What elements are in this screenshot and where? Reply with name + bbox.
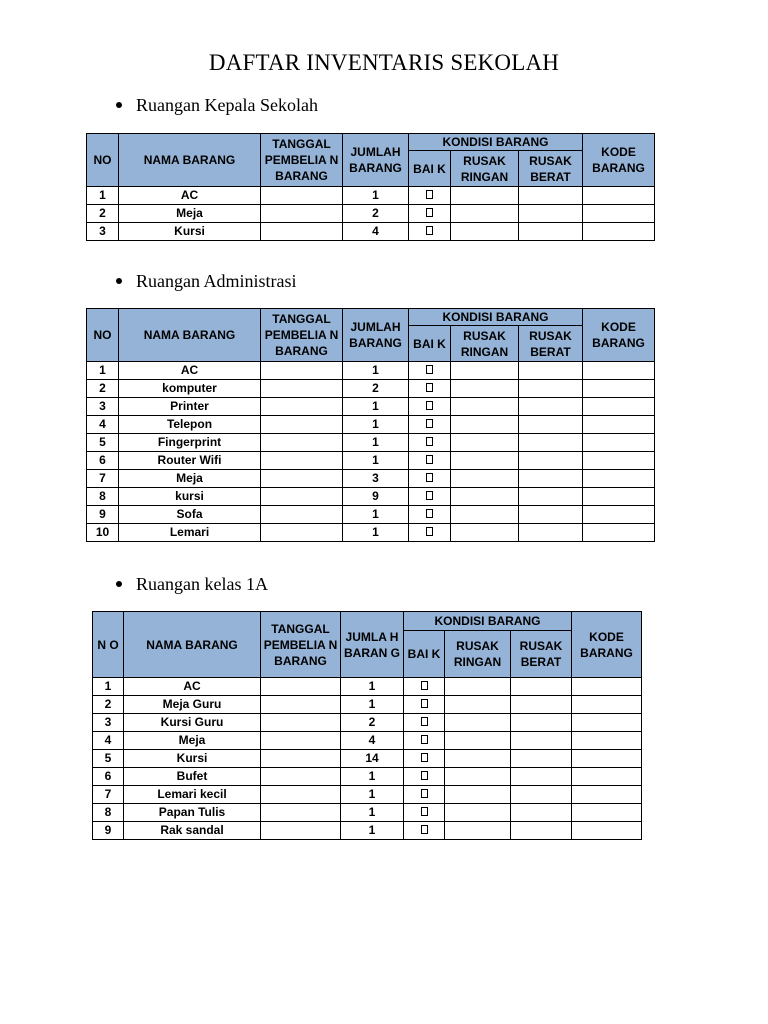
cell-jumlah: 1 xyxy=(343,416,409,434)
cell-tanggal xyxy=(261,678,341,696)
cell-baik xyxy=(404,696,445,714)
cell-nama-barang: Telepon xyxy=(119,416,261,434)
cell-kode xyxy=(583,187,655,205)
cell-jumlah: 1 xyxy=(343,398,409,416)
cell-rusak-berat xyxy=(511,750,572,768)
cell-nama-barang: Kursi Guru xyxy=(124,714,261,732)
cell-rusak-berat xyxy=(511,678,572,696)
inventory-table xyxy=(86,133,655,241)
cell-rusak-ringan xyxy=(445,678,511,696)
cell-rusak-berat xyxy=(519,524,583,542)
cell-baik xyxy=(404,714,445,732)
cell-baik xyxy=(404,822,445,840)
cell-nama-barang: komputer xyxy=(119,380,261,398)
checkbox-icon xyxy=(426,509,433,518)
cell-rusak-berat xyxy=(519,470,583,488)
cell-rusak-ringan xyxy=(451,488,519,506)
cell-tanggal xyxy=(261,804,341,822)
table-row xyxy=(87,416,655,434)
bullet-icon xyxy=(116,102,122,108)
cell-no: 1 xyxy=(93,678,124,696)
cell-kode xyxy=(572,750,642,768)
header-nama-barang: NAMA BARANG xyxy=(119,309,261,362)
header-kode: KODE BARANG xyxy=(583,309,655,362)
cell-baik xyxy=(409,187,451,205)
cell-tanggal xyxy=(261,362,343,380)
cell-no: 7 xyxy=(87,470,119,488)
cell-kode xyxy=(583,488,655,506)
cell-rusak-berat xyxy=(519,416,583,434)
cell-tanggal xyxy=(261,416,343,434)
cell-rusak-berat xyxy=(511,822,572,840)
cell-tanggal xyxy=(261,524,343,542)
cell-jumlah: 1 xyxy=(341,804,404,822)
header-kode: KODE BARANG xyxy=(572,612,642,678)
cell-no: 6 xyxy=(93,768,124,786)
cell-jumlah: 2 xyxy=(343,380,409,398)
inventory-table xyxy=(86,308,655,542)
cell-baik xyxy=(404,786,445,804)
cell-rusak-ringan xyxy=(451,524,519,542)
cell-baik xyxy=(409,362,451,380)
cell-kode xyxy=(572,768,642,786)
cell-rusak-berat xyxy=(511,696,572,714)
cell-rusak-ringan xyxy=(451,452,519,470)
cell-jumlah: 4 xyxy=(343,223,409,241)
cell-nama-barang: Meja xyxy=(119,205,261,223)
table-row xyxy=(87,524,655,542)
cell-rusak-ringan xyxy=(451,205,519,223)
bullet-icon xyxy=(116,278,122,284)
cell-tanggal xyxy=(261,488,343,506)
checkbox-icon xyxy=(421,699,428,708)
cell-no: 1 xyxy=(87,187,119,205)
table-row xyxy=(87,380,655,398)
cell-no: 5 xyxy=(93,750,124,768)
cell-no: 5 xyxy=(87,434,119,452)
cell-rusak-ringan xyxy=(451,470,519,488)
header-tanggal: TANGGAL PEMBELIA N BARANG xyxy=(261,134,343,187)
cell-kode xyxy=(572,804,642,822)
table-row xyxy=(93,750,642,768)
header-nama-barang: NAMA BARANG xyxy=(124,612,261,678)
header-baik: BAI K xyxy=(409,151,451,187)
cell-kode xyxy=(583,524,655,542)
cell-no: 9 xyxy=(93,822,124,840)
table-row xyxy=(87,362,655,380)
cell-baik xyxy=(409,223,451,241)
checkbox-icon xyxy=(426,473,433,482)
section-heading: Ruangan kelas 1A xyxy=(116,574,268,595)
cell-nama-barang: Kursi xyxy=(119,223,261,241)
cell-no: 8 xyxy=(87,488,119,506)
cell-jumlah: 1 xyxy=(343,434,409,452)
cell-kode xyxy=(572,714,642,732)
cell-jumlah: 1 xyxy=(341,696,404,714)
table-row xyxy=(87,187,655,205)
cell-no: 2 xyxy=(87,205,119,223)
cell-rusak-berat xyxy=(511,768,572,786)
cell-nama-barang: Sofa xyxy=(119,506,261,524)
cell-nama-barang: Kursi xyxy=(124,750,261,768)
table-row xyxy=(87,223,655,241)
cell-baik xyxy=(404,768,445,786)
checkbox-icon xyxy=(426,491,433,500)
header-tanggal: TANGGAL PEMBELIA N BARANG xyxy=(261,612,341,678)
cell-tanggal xyxy=(261,714,341,732)
checkbox-icon xyxy=(421,789,428,798)
cell-baik xyxy=(409,524,451,542)
cell-no: 2 xyxy=(87,380,119,398)
cell-tanggal xyxy=(261,452,343,470)
header-rusak-berat: RUSAK BERAT xyxy=(511,631,572,678)
cell-kode xyxy=(583,362,655,380)
cell-rusak-berat xyxy=(519,488,583,506)
cell-nama-barang: Lemari xyxy=(119,524,261,542)
table-row xyxy=(87,488,655,506)
header-baik: BAI K xyxy=(409,326,451,362)
header-rusak-berat: RUSAK BERAT xyxy=(519,326,583,362)
table-row xyxy=(93,822,642,840)
cell-rusak-ringan xyxy=(445,750,511,768)
cell-baik xyxy=(409,452,451,470)
cell-baik xyxy=(409,506,451,524)
page-title: DAFTAR INVENTARIS SEKOLAH xyxy=(208,50,560,75)
cell-tanggal xyxy=(261,506,343,524)
cell-tanggal xyxy=(261,398,343,416)
header-rusak-ringan: RUSAK RINGAN xyxy=(445,631,511,678)
cell-nama-barang: Bufet xyxy=(124,768,261,786)
cell-no: 1 xyxy=(87,362,119,380)
cell-jumlah: 4 xyxy=(341,732,404,750)
cell-rusak-berat xyxy=(519,434,583,452)
table-row xyxy=(87,205,655,223)
cell-baik xyxy=(404,804,445,822)
cell-baik xyxy=(409,205,451,223)
cell-kode xyxy=(583,452,655,470)
table-row xyxy=(93,786,642,804)
cell-nama-barang: Lemari kecil xyxy=(124,786,261,804)
table-row xyxy=(93,714,642,732)
table-row xyxy=(87,434,655,452)
cell-nama-barang: AC xyxy=(119,187,261,205)
cell-no: 3 xyxy=(87,398,119,416)
header-jumlah: JUMLAH BARANG xyxy=(343,309,409,362)
cell-rusak-berat xyxy=(519,398,583,416)
header-baik: BAI K xyxy=(404,631,445,678)
cell-nama-barang: Rak sandal xyxy=(124,822,261,840)
checkbox-icon xyxy=(421,735,428,744)
cell-tanggal xyxy=(261,380,343,398)
table-row xyxy=(93,732,642,750)
cell-rusak-ringan xyxy=(451,362,519,380)
cell-no: 4 xyxy=(93,732,124,750)
table-row xyxy=(87,470,655,488)
cell-jumlah: 1 xyxy=(343,362,409,380)
cell-rusak-ringan xyxy=(445,804,511,822)
cell-baik xyxy=(404,750,445,768)
inventory-table xyxy=(92,611,642,840)
cell-jumlah: 1 xyxy=(341,768,404,786)
cell-nama-barang: Meja xyxy=(124,732,261,750)
cell-no: 10 xyxy=(87,524,119,542)
cell-nama-barang: Router Wifi xyxy=(119,452,261,470)
checkbox-icon xyxy=(426,527,433,536)
cell-nama-barang: Meja xyxy=(119,470,261,488)
header-no: N O xyxy=(93,612,124,678)
header-rusak-berat: RUSAK BERAT xyxy=(519,151,583,187)
cell-rusak-berat xyxy=(511,786,572,804)
header-no: NO xyxy=(87,309,119,362)
cell-tanggal xyxy=(261,470,343,488)
header-nama-barang: NAMA BARANG xyxy=(119,134,261,187)
cell-baik xyxy=(409,434,451,452)
header-kode: KODE BARANG xyxy=(583,134,655,187)
cell-nama-barang: AC xyxy=(119,362,261,380)
cell-kode xyxy=(572,696,642,714)
cell-jumlah: 14 xyxy=(341,750,404,768)
header-jumlah: JUMLAH BARANG xyxy=(343,134,409,187)
cell-baik xyxy=(409,470,451,488)
table-row xyxy=(87,452,655,470)
cell-baik xyxy=(409,488,451,506)
cell-jumlah: 3 xyxy=(343,470,409,488)
cell-kode xyxy=(583,434,655,452)
cell-no: 4 xyxy=(87,416,119,434)
cell-rusak-berat xyxy=(511,714,572,732)
cell-baik xyxy=(409,416,451,434)
header-rusak-ringan: RUSAK RINGAN xyxy=(451,326,519,362)
cell-rusak-ringan xyxy=(445,696,511,714)
checkbox-icon xyxy=(426,190,433,199)
cell-jumlah: 1 xyxy=(343,524,409,542)
cell-jumlah: 1 xyxy=(343,452,409,470)
cell-tanggal xyxy=(261,822,341,840)
cell-rusak-berat xyxy=(519,506,583,524)
cell-rusak-ringan xyxy=(445,768,511,786)
table-row xyxy=(93,678,642,696)
cell-nama-barang: Printer xyxy=(119,398,261,416)
header-kondisi: KONDISI BARANG xyxy=(404,612,572,631)
section-heading: Ruangan Administrasi xyxy=(116,271,297,292)
cell-no: 3 xyxy=(93,714,124,732)
cell-tanggal xyxy=(261,786,341,804)
header-kondisi: KONDISI BARANG xyxy=(409,309,583,326)
cell-tanggal xyxy=(261,187,343,205)
cell-jumlah: 1 xyxy=(343,506,409,524)
checkbox-icon xyxy=(426,383,433,392)
cell-kode xyxy=(572,786,642,804)
cell-rusak-berat xyxy=(519,223,583,241)
table-row xyxy=(93,804,642,822)
checkbox-icon xyxy=(426,401,433,410)
cell-rusak-ringan xyxy=(451,434,519,452)
cell-rusak-berat xyxy=(511,804,572,822)
bullet-icon xyxy=(116,581,122,587)
table-row xyxy=(93,696,642,714)
cell-jumlah: 1 xyxy=(341,786,404,804)
cell-rusak-ringan xyxy=(445,732,511,750)
cell-kode xyxy=(572,732,642,750)
cell-rusak-ringan xyxy=(451,416,519,434)
cell-baik xyxy=(409,380,451,398)
cell-tanggal xyxy=(261,223,343,241)
header-rusak-ringan: RUSAK RINGAN xyxy=(451,151,519,187)
section-heading: Ruangan Kepala Sekolah xyxy=(116,95,318,116)
checkbox-icon xyxy=(426,437,433,446)
cell-rusak-berat xyxy=(519,380,583,398)
checkbox-icon xyxy=(421,753,428,762)
checkbox-icon xyxy=(426,455,433,464)
checkbox-icon xyxy=(426,365,433,374)
cell-baik xyxy=(404,678,445,696)
cell-jumlah: 1 xyxy=(343,187,409,205)
cell-rusak-ringan xyxy=(445,714,511,732)
cell-no: 9 xyxy=(87,506,119,524)
cell-rusak-berat xyxy=(519,187,583,205)
cell-kode xyxy=(583,398,655,416)
cell-kode xyxy=(583,380,655,398)
checkbox-icon xyxy=(426,226,433,235)
cell-kode xyxy=(572,822,642,840)
cell-baik xyxy=(409,398,451,416)
cell-rusak-ringan xyxy=(445,822,511,840)
cell-kode xyxy=(583,223,655,241)
cell-nama-barang: kursi xyxy=(119,488,261,506)
cell-jumlah: 1 xyxy=(341,678,404,696)
cell-no: 6 xyxy=(87,452,119,470)
header-tanggal: TANGGAL PEMBELIA N BARANG xyxy=(261,309,343,362)
cell-no: 2 xyxy=(93,696,124,714)
checkbox-icon xyxy=(426,208,433,217)
cell-no: 8 xyxy=(93,804,124,822)
cell-rusak-ringan xyxy=(451,223,519,241)
cell-rusak-berat xyxy=(519,452,583,470)
cell-tanggal xyxy=(261,205,343,223)
cell-rusak-ringan xyxy=(451,380,519,398)
cell-no: 7 xyxy=(93,786,124,804)
cell-kode xyxy=(583,416,655,434)
header-jumlah: JUMLA H BARAN G xyxy=(341,612,404,678)
cell-jumlah: 2 xyxy=(341,714,404,732)
cell-kode xyxy=(583,205,655,223)
checkbox-icon xyxy=(421,681,428,690)
cell-tanggal xyxy=(261,768,341,786)
cell-nama-barang: AC xyxy=(124,678,261,696)
cell-jumlah: 9 xyxy=(343,488,409,506)
header-no: NO xyxy=(87,134,119,187)
table-row xyxy=(93,768,642,786)
cell-kode xyxy=(583,470,655,488)
cell-rusak-berat xyxy=(519,205,583,223)
cell-jumlah: 1 xyxy=(341,822,404,840)
checkbox-icon xyxy=(421,771,428,780)
cell-rusak-ringan xyxy=(451,187,519,205)
cell-tanggal xyxy=(261,434,343,452)
cell-jumlah: 2 xyxy=(343,205,409,223)
cell-tanggal xyxy=(261,696,341,714)
header-kondisi: KONDISI BARANG xyxy=(409,134,583,151)
checkbox-icon xyxy=(421,717,428,726)
checkbox-icon xyxy=(426,419,433,428)
checkbox-icon xyxy=(421,825,428,834)
cell-tanggal xyxy=(261,732,341,750)
table-row xyxy=(87,398,655,416)
cell-nama-barang: Papan Tulis xyxy=(124,804,261,822)
cell-rusak-berat xyxy=(511,732,572,750)
cell-rusak-ringan xyxy=(451,506,519,524)
cell-no: 3 xyxy=(87,223,119,241)
cell-tanggal xyxy=(261,750,341,768)
cell-kode xyxy=(572,678,642,696)
checkbox-icon xyxy=(421,807,428,816)
cell-kode xyxy=(583,506,655,524)
cell-rusak-berat xyxy=(519,362,583,380)
cell-nama-barang: Fingerprint xyxy=(119,434,261,452)
cell-rusak-ringan xyxy=(451,398,519,416)
cell-rusak-ringan xyxy=(445,786,511,804)
table-row xyxy=(87,506,655,524)
cell-nama-barang: Meja Guru xyxy=(124,696,261,714)
cell-baik xyxy=(404,732,445,750)
